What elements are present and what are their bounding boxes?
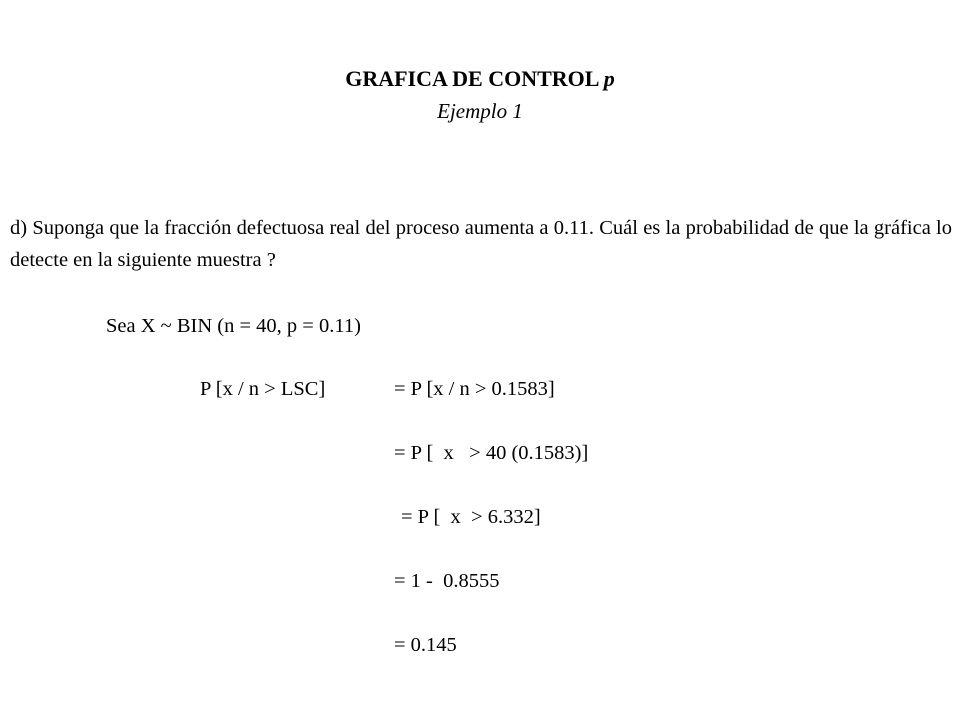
slide-title [0,64,960,94]
equation-step: = P [ x > 6.332] [401,506,541,528]
equation-step: = P [x / n > 0.1583] [394,378,555,400]
question-text: d) Suponga que la fracción defectuosa real del proceso aumenta a 0.11. Cuál es la probabilidad de que la gráfica lo detecte en la siguiente muestra ? [10,217,952,271]
equation-result: = 0.145 [394,634,457,656]
equation-step: = P [ x > 40 (0.1583)] [394,442,589,464]
let-statement: Sea X ~ BIN (n = 40, p = 0.11) [106,315,361,337]
slide-subtitle: Ejemplo 1 [437,99,523,123]
slide-title-text: GRAFICA DE CONTROL [345,66,599,91]
slide-title-variable: p [603,66,615,91]
equation-step: = 1 - 0.8555 [394,570,500,592]
probability-lhs: P [x / n > LSC] [200,378,326,400]
